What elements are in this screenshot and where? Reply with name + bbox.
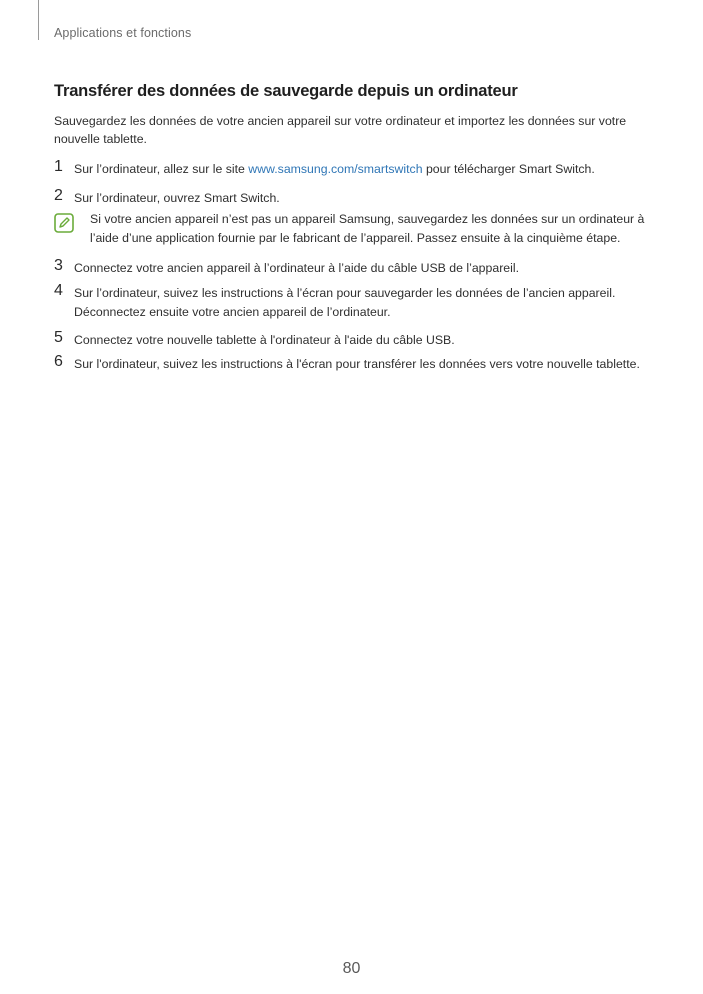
step-text: Connectez votre ancien appareil à l’ordinateur à l’aide du câble USB de l’appareil. xyxy=(74,261,520,275)
note-pencil-icon xyxy=(54,213,74,233)
section-title: Transférer des données de sauvegarde depuis un ordinateur xyxy=(54,82,518,100)
smartswitch-link[interactable]: www.samsung.com/smartswitch xyxy=(248,162,423,176)
step-number: 1 xyxy=(54,158,63,175)
step-text: Connectez votre nouvelle tablette à l'ordinateur à l'aide du câble USB. xyxy=(74,333,455,347)
step-number: 4 xyxy=(54,282,63,299)
header-divider xyxy=(38,0,39,40)
step-text: Sur l’ordinateur, ouvrez Smart Switch. xyxy=(74,191,280,205)
running-header: Applications et fonctions xyxy=(54,26,192,40)
page-number: 80 xyxy=(342,960,361,977)
section-intro: Sauvegardez les données de votre ancien appareil sur votre ordinateur et importez les données sur votre nouvelle tablette. xyxy=(54,114,627,146)
step-number: 2 xyxy=(54,187,63,204)
step-text-after-link: pour télécharger Smart Switch. xyxy=(422,162,595,176)
note-text: Si votre ancien appareil n’est pas un appareil Samsung, sauvegardez les données sur un ordinateur à l’aide d’une application fournie par le fabricant de l’appareil. Passez ensuite à la cinquième étape. xyxy=(90,212,645,245)
step-number: 6 xyxy=(54,353,63,370)
step-text-before-link: Sur l’ordinateur, allez sur le site xyxy=(74,162,249,176)
step-text: Sur l’ordinateur, suivez les instructions à l’écran pour sauvegarder les données de l’ancien appareil. Déconnectez ensuite votre ancien appareil de l’ordinateur. xyxy=(74,286,616,319)
step-number: 3 xyxy=(54,257,63,274)
step-text xyxy=(74,160,664,179)
step-number: 5 xyxy=(54,329,63,346)
step-text: Sur l'ordinateur, suivez les instructions à l'écran pour transférer les données vers votre nouvelle tablette. xyxy=(74,357,640,371)
